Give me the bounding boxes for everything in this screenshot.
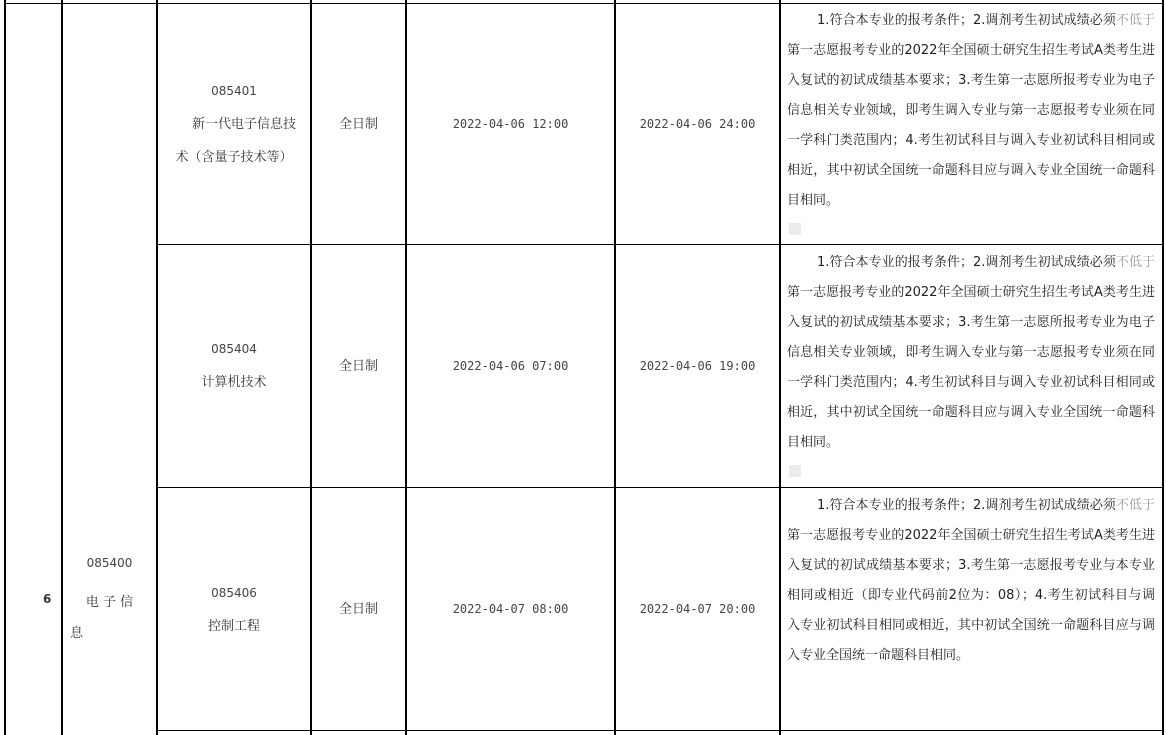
condition-text-faint: 不低于: [1115, 255, 1155, 270]
study-mode-text: 全日制: [338, 602, 378, 617]
end-time-text: 2022-04-06 19:00: [639, 358, 756, 373]
major-name-line1: 电 子 信: [85, 595, 134, 610]
major-name-wrap: [70, 622, 165, 641]
specialty-name-line2: 术（含量子技术等）: [175, 149, 293, 165]
row-divider: [156, 730, 1164, 731]
study-mode-text: 全日制: [338, 116, 378, 132]
condition-text-a: 1.符合本专业的报考条件；2.调剂考生初试成绩必须: [817, 498, 1116, 513]
specialty-code: 085401: [211, 83, 257, 98]
specialty-code: 085404: [211, 342, 257, 356]
column-divider: [61, 0, 63, 735]
adjustment-conditions: [787, 248, 1155, 458]
study-mode-text: 全日制: [338, 358, 378, 374]
specialty-name: 计算机技术: [201, 375, 267, 390]
condition-text-a: 1.符合本专业的报考条件；2.调剂考生初试成绩必须: [817, 13, 1116, 28]
table-border-left: [4, 0, 6, 735]
major-code: [62, 556, 157, 571]
start-time-text: 2022-04-06 12:00: [452, 116, 569, 131]
end-time-text: 2022-04-07 20:00: [639, 602, 756, 616]
start-time-text: 2022-04-06 07:00: [452, 358, 569, 373]
adjustment-conditions: [787, 491, 1155, 671]
end-time: [616, 246, 779, 486]
sequence-number: 6: [43, 592, 52, 606]
study-mode: [312, 489, 405, 730]
specialty-name: 控制工程: [207, 618, 260, 634]
major-name: [62, 591, 157, 610]
condition-text-faint: 不低于: [1115, 498, 1155, 513]
table-row: [158, 489, 310, 730]
condition-text-faint: 不低于: [1115, 13, 1155, 28]
table-border-right: [1162, 0, 1164, 735]
study-mode: [312, 246, 405, 486]
specialty-code: 085406: [211, 585, 257, 600]
table-row: [158, 4, 310, 244]
row-divider: [156, 244, 1164, 245]
condition-text-a: 1.符合本专业的报考条件；2.调剂考生初试成绩必须: [817, 255, 1116, 270]
table-row: [158, 246, 310, 486]
major-name-line2: 息: [70, 626, 84, 641]
study-mode: [312, 4, 405, 244]
end-time: [616, 4, 779, 244]
specialty-name: 新一代电子信息技: [191, 116, 296, 132]
column-divider: [779, 0, 781, 735]
start-time-text: 2022-04-07 08:00: [452, 602, 569, 616]
end-time: [616, 489, 779, 730]
condition-text-b: 第一志愿报考专业的2022年全国硕士研究生招生考试A类考生进入复试的初试成绩基本要求；3.考生第一志愿所报考专业为电子信息相关专业领域，即考生调入专业与第一志愿报考专业须在同一学科门类范围内；4.考生初试科目与调入专业初试科目相同或相近，其中初试全国统一命题科目应与调入专业全国统一命题科目相同。: [787, 285, 1155, 450]
start-time: [407, 4, 614, 244]
start-time: [407, 246, 614, 486]
end-time-text: 2022-04-06 24:00: [639, 116, 756, 131]
major-code-text: 085400: [86, 556, 133, 570]
condition-text-b: 第一志愿报考专业的2022年全国硕士研究生招生考试A类考生进入复试的初试成绩基本要求；3.考生第一志愿所报考专业为电子信息相关专业领域，即考生调入专业与第一志愿报考专业须在同一学科门类范围内；4.考生初试科目与调入专业初试科目相同或相近，其中初试全国统一命题科目应与调入专业全国统一命题科目相同。: [787, 43, 1155, 208]
condition-text-b: 第一志愿报考专业的2022年全国硕士研究生招生考试A类考生进入复试的初试成绩基本要求；3.考生第一志愿报考专业与本专业相同或相近（即专业代码前2位为：08）；4.考生初试科目与调入专业初试科目相同或相近，其中初试全国统一命题科目应与调入专业全国统一命题科目相同。: [787, 528, 1155, 663]
adjustment-conditions: [787, 6, 1155, 216]
cell-marker: [789, 223, 801, 235]
start-time: [407, 489, 614, 730]
row-divider: [156, 487, 1164, 488]
cell-marker: [789, 465, 801, 477]
